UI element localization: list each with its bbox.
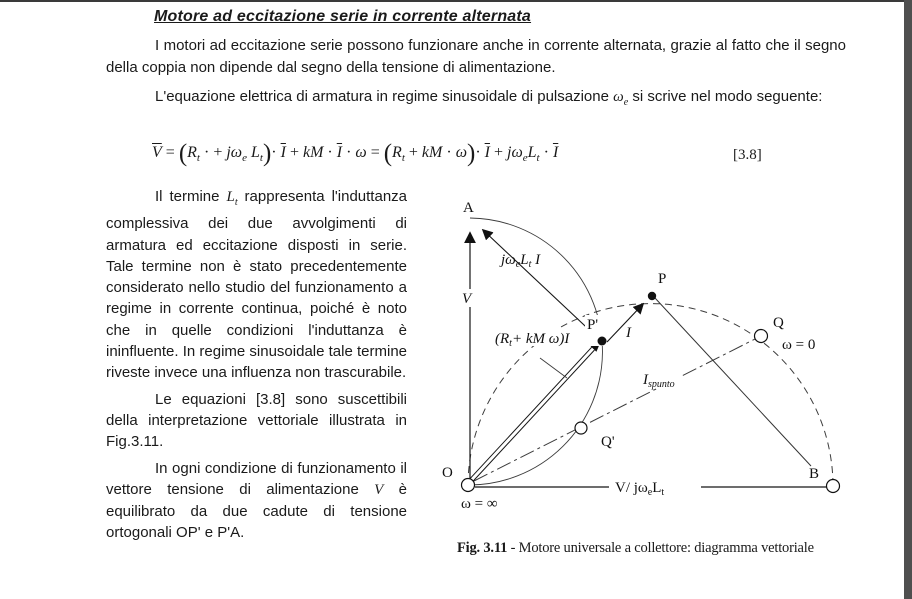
jwlti-vector: [483, 230, 600, 340]
label-A: A: [463, 200, 474, 216]
node-Q: [755, 330, 768, 343]
figure-caption-text: - Motore universale a collettore: diagramma vettoriale: [507, 540, 814, 556]
page-top-border: [0, 0, 912, 2]
label-omega-zero: ω = 0: [782, 337, 816, 353]
i-vector: [607, 304, 643, 342]
label-O: O: [442, 465, 453, 481]
node-Q-prime: [575, 422, 587, 434]
paragraph-vector-interpretation: Le equazioni [3.8] sono suscettibili della interpretazione vettoriale illustrata in Fig.3.11.: [106, 390, 407, 451]
ispunto-dashdot-line: [474, 338, 757, 481]
rkmi-vector-line2: [469, 347, 592, 480]
paragraph-intro: I motori ad eccitazione serie possono funzionare anche in corrente alternata, grazie al fatto che il segno della coppia non dipende dal segno della tensione di alimentazione.: [106, 37, 846, 76]
label-Q-prime: Q': [601, 434, 615, 450]
equation-number: [3.8]: [733, 147, 762, 163]
paragraph-equation-intro: L'equazione elettrica di armatura in regime sinusoidale di pulsazione $\omega_e$ si scrive nel modo seguente:: [155, 88, 823, 108]
paragraph-lt-term: Il termine $L_t$ rappresenta l'induttanza complessiva dei due avvolgimenti di armatura ed eccitazione disposti in serie. Tale termine non è stato precedentemente considerato nello studio del funzionamento a regime in corrente continua, poiché è noto che in quelle condizioni l'induttanza è ininfluente. In regime sinusoidale tale termine riveste invece una influenza non trascurabile.: [106, 188, 408, 382]
paragraph-voltage-balance: In ogni condizione di funzionamento il vettore tensione di alimentazione V è equilibrato da due cadute di tensione ortogonali OP' e P'A.: [106, 459, 407, 542]
label-Q: Q: [773, 315, 784, 331]
node-P-prime: [598, 337, 607, 346]
figure-3-11-vector-diagram: [437, 190, 909, 562]
figure-caption: [457, 540, 814, 557]
node-P: [648, 292, 656, 300]
left-text-column: [106, 186, 407, 549]
lt-symbol: $L_t$: [226, 189, 238, 208]
label-jwlti: $j\omega_eL_t$ I: [501, 252, 541, 270]
node-O: [462, 479, 475, 492]
label-omega-infinity: ω = ∞: [461, 496, 498, 512]
label-rkmi: ($R_t+$ kM ω)I: [495, 331, 570, 349]
label-B: B: [809, 466, 820, 482]
label-P: P: [658, 271, 667, 287]
section-title: Motore ad eccitazione serie in corrente alternata: [154, 8, 532, 25]
label-v-over-jwl: V/ $j\omega_eL_t$: [615, 480, 665, 498]
rkm-label-leader: [540, 358, 567, 378]
label-V: V: [462, 291, 472, 307]
omega-e-symbol: $\omega_e$: [613, 89, 629, 108]
equation-3-8: $\overline{V} = (R_t$ · + $j\omega_e$ $L_t)\cdot \overline{I}$ + kM · $\overline{I} \cdot \omega = (R_t$ + kM · $\omega)\cdot \overline{I} + j\omega_eL_t \cdot \overline{I}$: [152, 140, 559, 167]
label-ispunto: $I_{spunto}$: [643, 372, 675, 390]
rkmi-vector-line1: [471, 350, 594, 483]
node-B: [827, 480, 840, 493]
figure-caption-number: Fig. 3.11: [457, 540, 508, 556]
label-I: I: [626, 325, 631, 341]
v-symbol: V: [374, 481, 384, 498]
label-P-prime: P': [587, 317, 599, 333]
